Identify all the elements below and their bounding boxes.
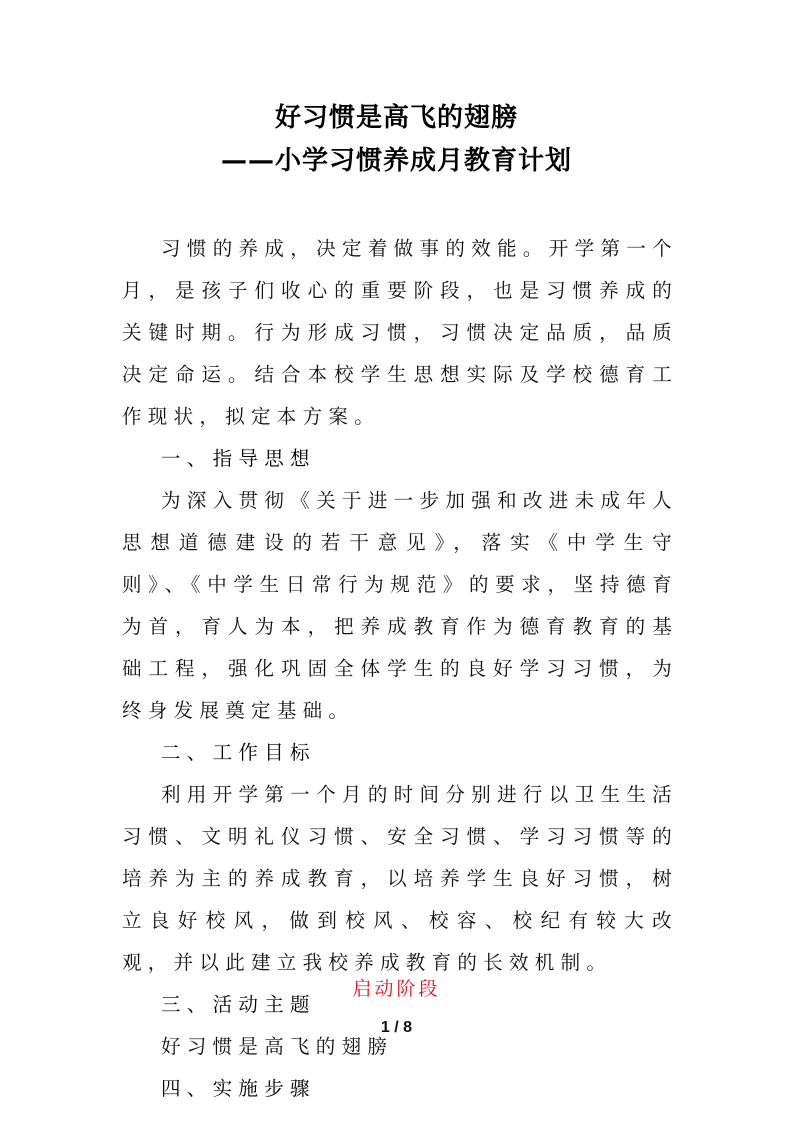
page-indicator: 1 / 8	[380, 1019, 413, 1036]
document-title: 好习惯是高飞的翅膀	[274, 103, 518, 133]
section-body-guiding-ideology: 为深入贯彻《关于进一步加强和改进未成年人思想道德建设的若干意见》，落实《中学生守则》、《中学生日常行为规范》的要求，坚持德育为首，育人为本，把养成教育作为德育教育的基础工程，强化巩固全体学生的良好学习习惯，为终身发展奠定基础。	[122, 489, 678, 722]
section-heading-activity-theme: 三、活动主题	[161, 993, 316, 1016]
section-body-activity-theme: 好习惯是高飞的翅膀	[161, 1035, 394, 1058]
document-subtitle: ——小学习惯养成月教育计划	[220, 146, 572, 176]
section-body-work-goals: 利用开学第一个月的时间分别进行以卫生生活习惯、文明礼仪习惯、安全习惯、学习习惯等的培养为主的养成教育，以培养学生良好习惯，树立良好校风，做到校风、校容、校纪有较大改观，并以此建立我校养成教育的长效机制。	[122, 783, 678, 974]
section-heading-guiding-ideology: 一、指导思想	[161, 447, 316, 470]
intro-paragraph: 习惯的养成，决定着做事的效能。开学第一个月，是孩子们收心的重要阶段，也是习惯养成的关键时期。行为形成习惯，习惯决定品质，品质决定命运。结合本校学生思想实际及学校德育工作现状，拟定本方案。	[122, 237, 678, 428]
section-heading-implementation-steps: 四、实施步骤	[161, 1077, 316, 1100]
section-heading-work-goals: 二、工作目标	[161, 741, 316, 764]
stage-label: 启动阶段	[352, 978, 441, 1000]
